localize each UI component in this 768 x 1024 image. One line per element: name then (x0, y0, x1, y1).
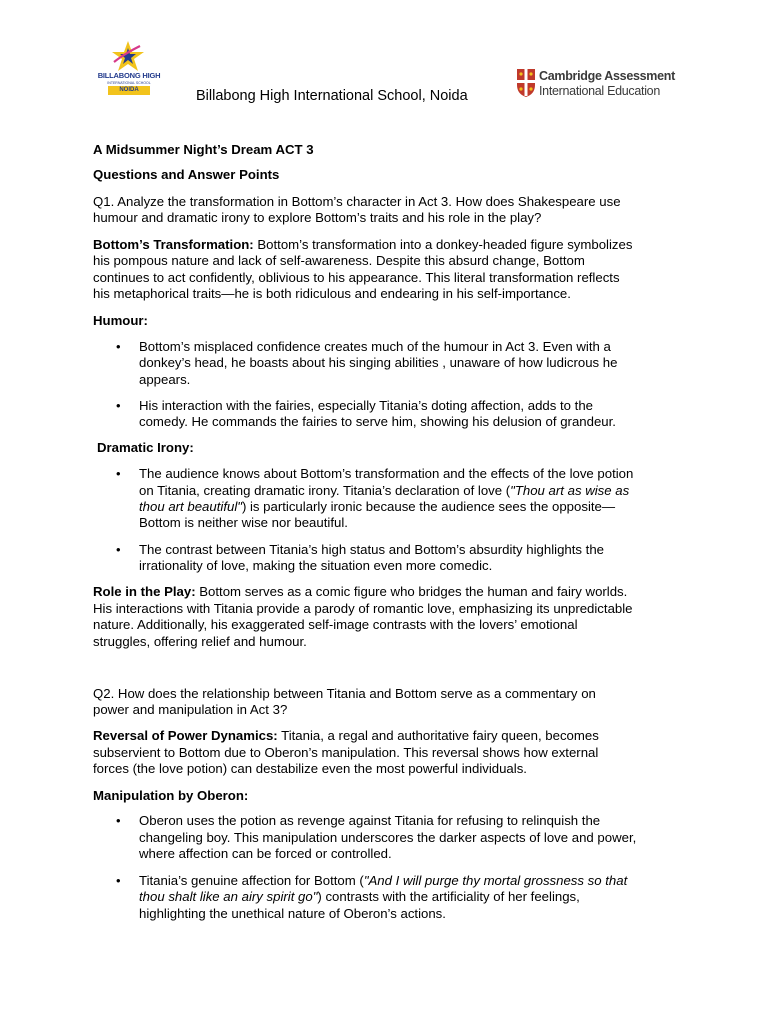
logo-left-line2: INTERNATIONAL SCHOOL (107, 81, 151, 85)
quote-text: "And I will purge thy mortal grossness so that (363, 873, 628, 888)
role-paragraph (93, 584, 627, 601)
document-subtitle: Questions and Answer Points (93, 167, 280, 182)
q2-line: Q2. How does the relationship between Titania and Bottom serve as a commentary on (93, 686, 596, 701)
logo-left-badge: NOIDA (108, 86, 150, 95)
bullet-text: Titania’s genuine affection for Bottom ( (139, 873, 364, 888)
bullet-line (139, 483, 629, 500)
bullet-line: The contrast between Titania’s high status and Bottom’s absurdity highlights the (139, 542, 605, 557)
bullet-icon: • (116, 813, 121, 828)
bullet-line: The audience knows about Bottom’s transformation and the effects of the love potion (139, 466, 634, 481)
paragraph-line: nature. Additionally, his exaggerated self-image contrasts with the lovers’ emotional (93, 617, 578, 632)
bullet-text: ) is particularly ironic because the audience sees the opposite— (241, 499, 616, 514)
transformation-paragraph (93, 237, 632, 254)
manipulation-heading: Manipulation by Oberon: (93, 788, 249, 803)
bullet-line: comedy. He commands the fairies to serve him, showing his delusion of grandeur. (139, 414, 616, 429)
bullet-line (139, 873, 627, 890)
reversal-heading: Reversal of Power Dynamics: (93, 728, 278, 743)
paragraph-line: His interactions with Titania provide a parody of romantic love, emphasizing its unpredictable (93, 601, 633, 616)
paragraph-line: continues to act confidently, oblivious to his appearance. This literal transformation reflects (93, 270, 620, 285)
bullet-line (139, 889, 580, 906)
q1-line: humour and dramatic irony to explore Bottom’s traits and his role in the play? (93, 210, 542, 225)
bullet-line: changeling boy. This manipulation underscores the darker aspects of love and power, (139, 830, 637, 845)
paragraph-text: Titania, a regal and authoritative fairy queen, becomes (277, 728, 599, 743)
role-heading: Role in the Play: (93, 584, 196, 599)
star-icon (110, 40, 146, 74)
paragraph-line: his pompous nature and lack of self-awareness. Despite this absurd change, Bottom (93, 253, 585, 268)
bullet-line: Bottom’s misplaced confidence creates much of the humour in Act 3. Even with a (139, 339, 611, 354)
paragraph-line: subservient to Bottom due to Oberon’s manipulation. This reversal shows how external (93, 745, 599, 760)
bullet-line: Oberon uses the potion as revenge against Titania for refusing to relinquish the (139, 813, 601, 828)
document-title: A Midsummer Night’s Dream ACT 3 (93, 142, 314, 157)
bullet-line: where affection can be forced or controlled. (139, 846, 392, 861)
cambridge-line2: International Education (539, 84, 660, 98)
q1-line: Q1. Analyze the transformation in Bottom’s character in Act 3. How does Shakespeare use (93, 194, 621, 209)
bullet-text: on Titania, creating dramatic irony. Titania’s declaration of love ( (139, 483, 511, 498)
bullet-icon: • (116, 339, 121, 354)
bullet-line: His interaction with the fairies, especially Titania’s doting affection, adds to the (139, 398, 594, 413)
q2-line: power and manipulation in Act 3? (93, 702, 288, 717)
transformation-heading: Bottom’s Transformation: (93, 237, 254, 252)
bullet-line (139, 499, 615, 516)
logo-left-line1: BILLABONG HIGH (97, 71, 161, 80)
bullet-line: highlighting the unethical nature of Oberon’s actions. (139, 906, 446, 921)
humour-heading: Humour: (93, 313, 148, 328)
cambridge-logo (516, 68, 675, 102)
quote-text: thou shalt like an airy spirit go" (139, 889, 318, 904)
bullet-text: ) contrasts with the artificiality of her feelings, (317, 889, 580, 904)
bullet-line: Bottom is neither wise nor beautiful. (139, 515, 348, 530)
irony-heading: Dramatic Irony: (97, 440, 194, 455)
paragraph-line: struggles, offering relief and humour. (93, 634, 307, 649)
quote-text: "Thou art as wise as (510, 483, 630, 498)
bullet-line: appears. (139, 372, 191, 387)
paragraph-text: Bottom serves as a comic figure who bridges the human and fairy worlds. (195, 584, 628, 599)
bullet-icon: • (116, 398, 121, 413)
reversal-paragraph (93, 728, 599, 745)
bullet-icon: • (116, 873, 121, 888)
bullet-line: donkey’s head, he boasts about his singing abilities , unaware of how ludicrous he (139, 355, 618, 370)
paragraph-line: his metaphorical traits—he is both ridiculous and endearing in his self-importance. (93, 286, 571, 301)
quote-text: thou art beautiful" (139, 499, 242, 514)
paragraph-text: Bottom’s transformation into a donkey-headed figure symbolizes (253, 237, 633, 252)
bullet-icon: • (116, 466, 121, 481)
billabong-logo (96, 40, 162, 100)
shield-icon (516, 68, 536, 98)
cambridge-line1: Cambridge Assessment (539, 69, 675, 83)
school-name: Billabong High International School, Noida (196, 88, 468, 104)
bullet-line: irrationality of love, making the situation even more comedic. (139, 558, 493, 573)
bullet-icon: • (116, 542, 121, 557)
paragraph-line: forces (the love potion) can destabilize even the most powerful individuals. (93, 761, 527, 776)
